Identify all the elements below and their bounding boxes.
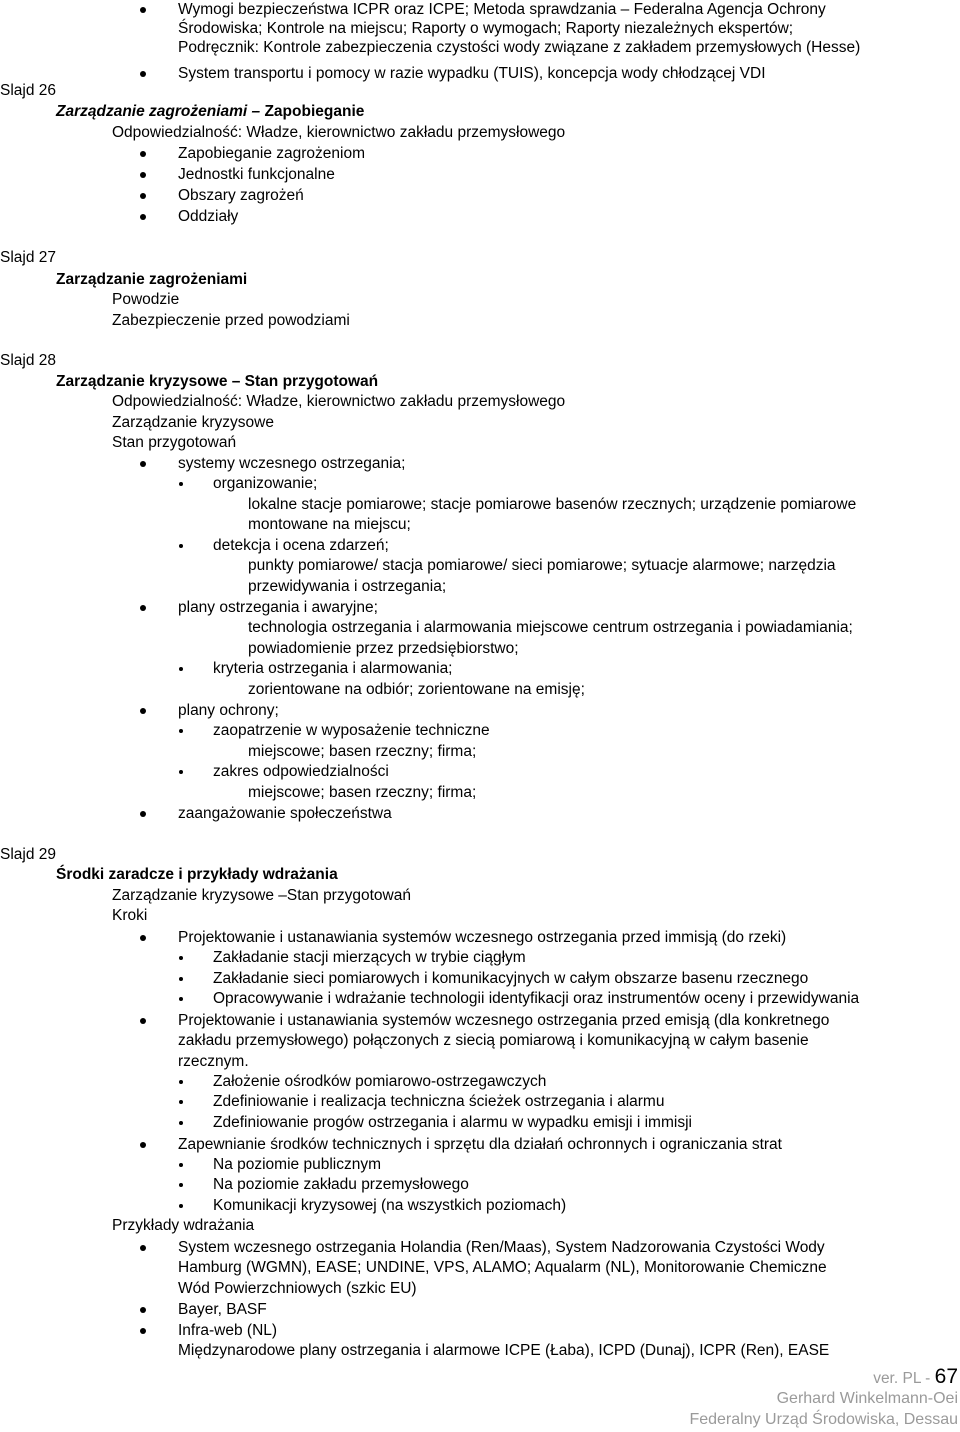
list-item: plany ostrzegania i awaryjne; bbox=[178, 599, 378, 616]
bullet-icon bbox=[140, 1142, 146, 1148]
list-item: Na poziomie zakładu przemysłowego bbox=[213, 1176, 469, 1193]
slide-label: Slajd 28 bbox=[0, 352, 57, 369]
section-title: Zarządzanie zagrożeniami bbox=[56, 271, 248, 288]
list-item: Zdefiniowanie i realizacja techniczna ścieżek ostrzegania i alarmu bbox=[213, 1093, 665, 1110]
list-item: Oddziały bbox=[178, 208, 239, 225]
list-item: Zakładanie stacji mierzących w trybie ciągłym bbox=[213, 949, 526, 966]
list-item: Projektowanie i ustanawiania systemów wczesnego ostrzegania przed emisją (dla konkretnego bbox=[178, 1012, 830, 1029]
text-line: Kroki bbox=[112, 907, 148, 924]
slide-label: Slajd 26 bbox=[0, 82, 57, 99]
text-line: Zarządzanie kryzysowe bbox=[112, 414, 274, 431]
bullet-icon bbox=[140, 708, 146, 714]
list-item: organizowanie; bbox=[213, 475, 318, 492]
bullet-icon bbox=[140, 605, 146, 611]
section-title: Zarządzanie kryzysowe – Stan przygotowań bbox=[56, 373, 379, 390]
footer-author: Gerhard Winkelmann-Oei bbox=[776, 1390, 958, 1407]
list-item: Komunikacji kryzysowej (na wszystkich poziomach) bbox=[213, 1197, 567, 1214]
bullet-icon bbox=[140, 151, 146, 157]
text-line: Odpowiedzialność: Władze, kierownictwo zakładu przemysłowego bbox=[112, 393, 566, 410]
text-line: technologia ostrzegania i alarmowania miejscowe centrum ostrzegania i powiadamiania; bbox=[248, 619, 853, 636]
text-line: Wymogi bezpieczeństwa ICPR oraz ICPE; Metoda sprawdzania – Federalna Agencja Ochrony bbox=[178, 1, 826, 18]
bullet-icon bbox=[140, 193, 146, 199]
bullet-icon bbox=[179, 1100, 183, 1104]
section-title: Zarządzanie zagrożeniami – Zapobieganie bbox=[56, 103, 365, 120]
text-line: Międzynarodowe plany ostrzegania i alarmowe ICPE (Łaba), ICPD (Dunaj), ICPR (Ren), EASE bbox=[178, 1342, 830, 1359]
bullet-icon bbox=[140, 1018, 146, 1024]
text-line: System transportu i pomocy w razie wypadku (TUIS), koncepcja wody chłodzącej VDI bbox=[178, 65, 766, 82]
list-item: zaangażowanie społeczeństwa bbox=[178, 805, 392, 822]
text-line: zorientowane na odbiór; zorientowane na emisję; bbox=[248, 681, 585, 698]
text-line: Podręcznik: Kontrole zabezpieczenia czystości wody związane z zakładem przemysłowych (Hesse) bbox=[178, 39, 861, 56]
text-line: Hamburg (WGMN), EASE; UNDINE, VPS, ALAMO; Aqualarm (NL), Monitorowanie Chemiczne bbox=[178, 1259, 827, 1276]
list-item: zaopatrzenie w wyposażenie techniczne bbox=[213, 722, 490, 739]
bullet-icon bbox=[179, 770, 183, 774]
list-item: Obszary zagrożeń bbox=[178, 187, 304, 204]
bullet-icon bbox=[140, 1245, 146, 1251]
list-item: detekcja i ocena zdarzeń; bbox=[213, 537, 389, 554]
bullet-icon bbox=[140, 7, 146, 13]
text-line: Wód Powierzchniowych (szkic EU) bbox=[178, 1280, 417, 1297]
bullet-icon bbox=[179, 1204, 183, 1208]
list-item: Zapobieganie zagrożeniom bbox=[178, 145, 365, 162]
text-line: miejscowe; basen rzeczny; firma; bbox=[248, 784, 477, 801]
bullet-icon bbox=[140, 1307, 146, 1313]
slide-label: Slajd 29 bbox=[0, 846, 57, 863]
bullet-icon bbox=[179, 729, 183, 733]
footer-organization: Federalny Urząd Środowiska, Dessau bbox=[689, 1411, 958, 1428]
text-line: rzecznym. bbox=[178, 1053, 249, 1070]
bullet-icon bbox=[140, 172, 146, 178]
text-line: Zabezpieczenie przed powodziami bbox=[112, 312, 350, 329]
text-line: miejscowe; basen rzeczny; firma; bbox=[248, 743, 477, 760]
bullet-icon bbox=[179, 1183, 183, 1187]
section-title: Środki zaradcze i przykłady wdrażania bbox=[56, 866, 338, 883]
page-footer-version: ver. PL - 67 bbox=[873, 1365, 958, 1388]
bullet-icon bbox=[179, 1080, 183, 1084]
bullet-icon bbox=[140, 811, 146, 817]
list-item: Jednostki funkcjonalne bbox=[178, 166, 335, 183]
bullet-icon bbox=[179, 667, 183, 671]
bullet-icon bbox=[140, 1328, 146, 1334]
list-item: Opracowywanie i wdrażanie technologii identyfikacji oraz instrumentów oceny i przewidywania bbox=[213, 990, 860, 1007]
bullet-icon bbox=[179, 977, 183, 981]
text-line: punkty pomiarowe/ stacja pomiarowe/ sieci pomiarowe; sytuacje alarmowe; narzędzia bbox=[248, 557, 836, 574]
bullet-icon bbox=[140, 214, 146, 220]
bullet-icon bbox=[179, 1121, 183, 1125]
text-line: przewidywania i ostrzegania; bbox=[248, 578, 447, 595]
slide-label: Slajd 27 bbox=[0, 249, 57, 266]
list-item: Infra-web (NL) bbox=[178, 1322, 278, 1339]
bullet-icon bbox=[140, 935, 146, 941]
list-item: Projektowanie i ustanawiania systemów wczesnego ostrzegania przed immisją (do rzeki) bbox=[178, 929, 787, 946]
bullet-icon bbox=[140, 71, 146, 77]
text-line: powiadomienie przez przedsiębiorstwo; bbox=[248, 640, 519, 657]
list-item: Zapewnianie środków technicznych i sprzętu dla działań ochronnych i ograniczania strat bbox=[178, 1136, 782, 1153]
text-line: lokalne stacje pomiarowe; stacje pomiarowe basenów rzecznych; urządzenie pomiarowe bbox=[248, 496, 857, 513]
bullet-icon bbox=[179, 1163, 183, 1167]
list-item: Bayer, BASF bbox=[178, 1301, 267, 1318]
list-item: Zakładanie sieci pomiarowych i komunikacyjnych w całym obszarze basenu rzecznego bbox=[213, 970, 809, 987]
list-item: kryteria ostrzegania i alarmowania; bbox=[213, 660, 453, 677]
text-line: montowane na miejscu; bbox=[248, 516, 411, 533]
text-line: Przykłady wdrażania bbox=[112, 1217, 255, 1234]
list-item: plany ochrony; bbox=[178, 702, 279, 719]
text-line: Odpowiedzialność: Władze, kierownictwo zakładu przemysłowego bbox=[112, 124, 566, 141]
list-item: zakres odpowiedzialności bbox=[213, 763, 389, 780]
list-item: System wczesnego ostrzegania Holandia (Ren/Maas), System Nadzorowania Czystości Wody bbox=[178, 1239, 825, 1256]
list-item: Na poziomie publicznym bbox=[213, 1156, 381, 1173]
text-line: Środowiska; Kontrole na miejscu; Raporty o wymogach; Raporty niezależnych ekspertów; bbox=[178, 20, 794, 37]
text-line: Powodzie bbox=[112, 291, 180, 308]
bullet-icon bbox=[179, 482, 183, 486]
text-line: Zarządzanie kryzysowe –Stan przygotowań bbox=[112, 887, 411, 904]
list-item: systemy wczesnego ostrzegania; bbox=[178, 455, 406, 472]
bullet-icon bbox=[140, 461, 146, 467]
bullet-icon bbox=[179, 956, 183, 960]
page-number: 67 bbox=[934, 1365, 958, 1388]
text-line: zakładu przemysłowego) połączonych z siecią pomiarową i komunikacyjną w całym basenie bbox=[178, 1032, 809, 1049]
bullet-icon bbox=[179, 997, 183, 1001]
list-item: Założenie ośrodków pomiarowo-ostrzegawczych bbox=[213, 1073, 547, 1090]
text-line: Stan przygotowań bbox=[112, 434, 237, 451]
list-item: Zdefiniowanie progów ostrzegania i alarmu w wypadku emisji i immisji bbox=[213, 1114, 692, 1131]
bullet-icon bbox=[179, 544, 183, 548]
